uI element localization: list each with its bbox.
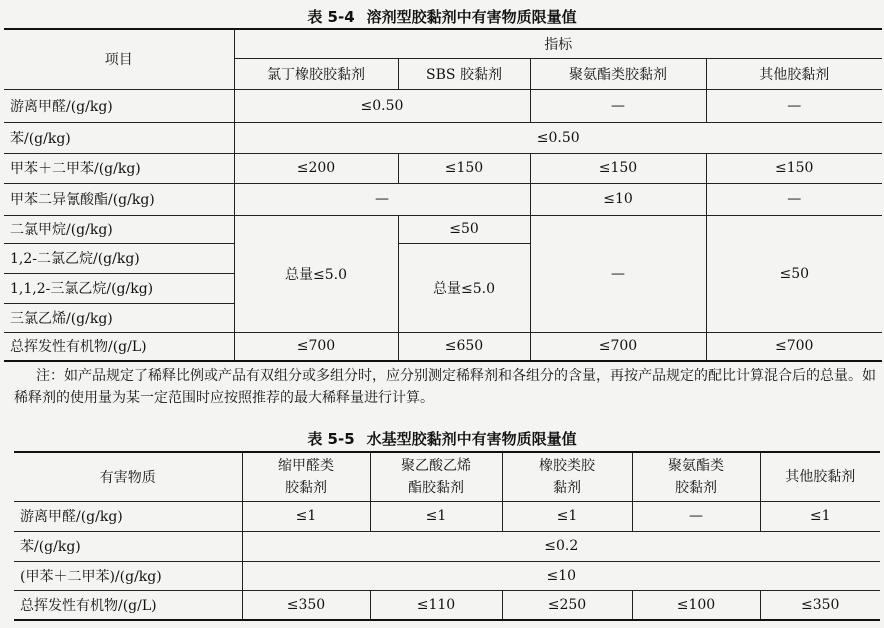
row-label-formaldehyde: 游离甲醛/(g/kg) [4,89,234,122]
cell-dichloromethane-sbs: ≤50 [398,215,530,243]
table-5-5 [14,451,880,621]
cell-voc-pu: ≤700 [530,332,706,361]
row-label-dichloromethane: 二氯甲烷/(g/kg) [4,215,234,243]
table-5-4-note: 注：如产品规定了稀释比例或产品有双组分或多组分时，应分别测定稀释剂和各组分的含量，再按产品规定的配比计算混合后的总量。如稀释剂的使用量为某一定范围时应按照推荐的最大稀释量进行计算。 [14,368,876,406]
table-5-5-title [0,428,884,449]
cell-voc-other: ≤350 [760,590,880,620]
cell-toluene-pu: ≤150 [530,153,706,183]
col-polyurethane: 聚氨酯类胶黏剂 [530,58,706,89]
cell-toluene-sbs: ≤150 [398,153,530,183]
cell-formaldehyde-neoprene-sbs: ≤0.50 [234,89,530,122]
row-label-tdi: 甲苯二异氰酸酯/(g/kg) [4,183,234,215]
row-label-benzene: 苯/(g/kg) [14,531,242,561]
cell-formaldehyde-other: ≤1 [760,501,880,531]
col-other: 其他胶黏剂 [706,58,882,89]
cell-chlorinated-other: ≤50 [706,215,882,332]
col-polyurethane: 聚氨酯类 胶黏剂 [632,452,760,501]
cell-voc-rubber: ≤250 [502,590,632,620]
cell-tdi-neoprene-sbs: — [234,183,530,215]
cell-formaldehyde-pu: — [632,501,760,531]
substance-header: 有害物质 [14,452,242,501]
cell-formaldehyde-pu: — [530,89,706,122]
col-rubber: 橡胶类胶 黏剂 [502,452,632,501]
cell-tdi-other: — [706,183,882,215]
row-label-trichloroethylene: 三氯乙烯/(g/kg) [4,303,234,332]
col-other: 其他胶黏剂 [760,452,880,501]
col-sbs: SBS 胶黏剂 [398,58,530,89]
table-title-text: 水基型胶黏剂中有害物质限量值 [366,430,577,448]
cell-voc-neoprene: ≤700 [234,332,398,361]
cell-toluene-other: ≤150 [706,153,882,183]
table-number: 表 5-5 [307,430,355,448]
cell-benzene-all: ≤0.50 [234,122,882,153]
row-label-voc: 总挥发性有机物/(g/L) [4,332,234,361]
row-label-toluene: (甲苯＋二甲苯)/(g/kg) [14,561,242,590]
cell-voc-pvac: ≤110 [370,590,502,620]
table-number: 表 5-4 [307,8,355,26]
cell-formaldehyde-rubber: ≤1 [502,501,632,531]
cell-chlorinated-sbs: 总量≤5.0 [398,243,530,332]
cell-toluene-neoprene: ≤200 [234,153,398,183]
item-header: 项目 [4,29,234,89]
cell-voc-pu: ≤100 [632,590,760,620]
row-label-toluene: 甲苯＋二甲苯/(g/kg) [4,153,234,183]
cell-benzene-all: ≤0.2 [242,531,880,561]
cell-chlorinated-pu: — [530,215,706,332]
col-neoprene: 氯丁橡胶胶黏剂 [234,58,398,89]
cell-voc-sbs: ≤650 [398,332,530,361]
table-title-text: 溶剂型胶黏剂中有害物质限量值 [366,8,577,26]
cell-chlorinated-neoprene: 总量≤5.0 [234,215,398,332]
cell-voc-other: ≤700 [706,332,882,361]
cell-formaldehyde-formal: ≤1 [242,501,370,531]
cell-formaldehyde-other: — [706,89,882,122]
row-label-formaldehyde: 游离甲醛/(g/kg) [14,501,242,531]
col-pvac: 聚乙酸乙烯 酯胶黏剂 [370,452,502,501]
indicator-header: 指标 [234,29,882,58]
cell-tdi-pu: ≤10 [530,183,706,215]
cell-toluene-all: ≤10 [242,561,880,590]
row-label-dichloroethane: 1,2-二氯乙烷/(g/kg) [4,243,234,273]
col-formal: 缩甲醛类 胶黏剂 [242,452,370,501]
row-label-benzene: 苯/(g/kg) [4,122,234,153]
cell-voc-formal: ≤350 [242,590,370,620]
row-label-voc: 总挥发性有机物/(g/L) [14,590,242,620]
table-5-4-title [0,6,884,27]
table-5-4 [4,28,882,362]
row-label-trichloroethane: 1,1,2-三氯乙烷/(g/kg) [4,273,234,303]
cell-formaldehyde-pvac: ≤1 [370,501,502,531]
